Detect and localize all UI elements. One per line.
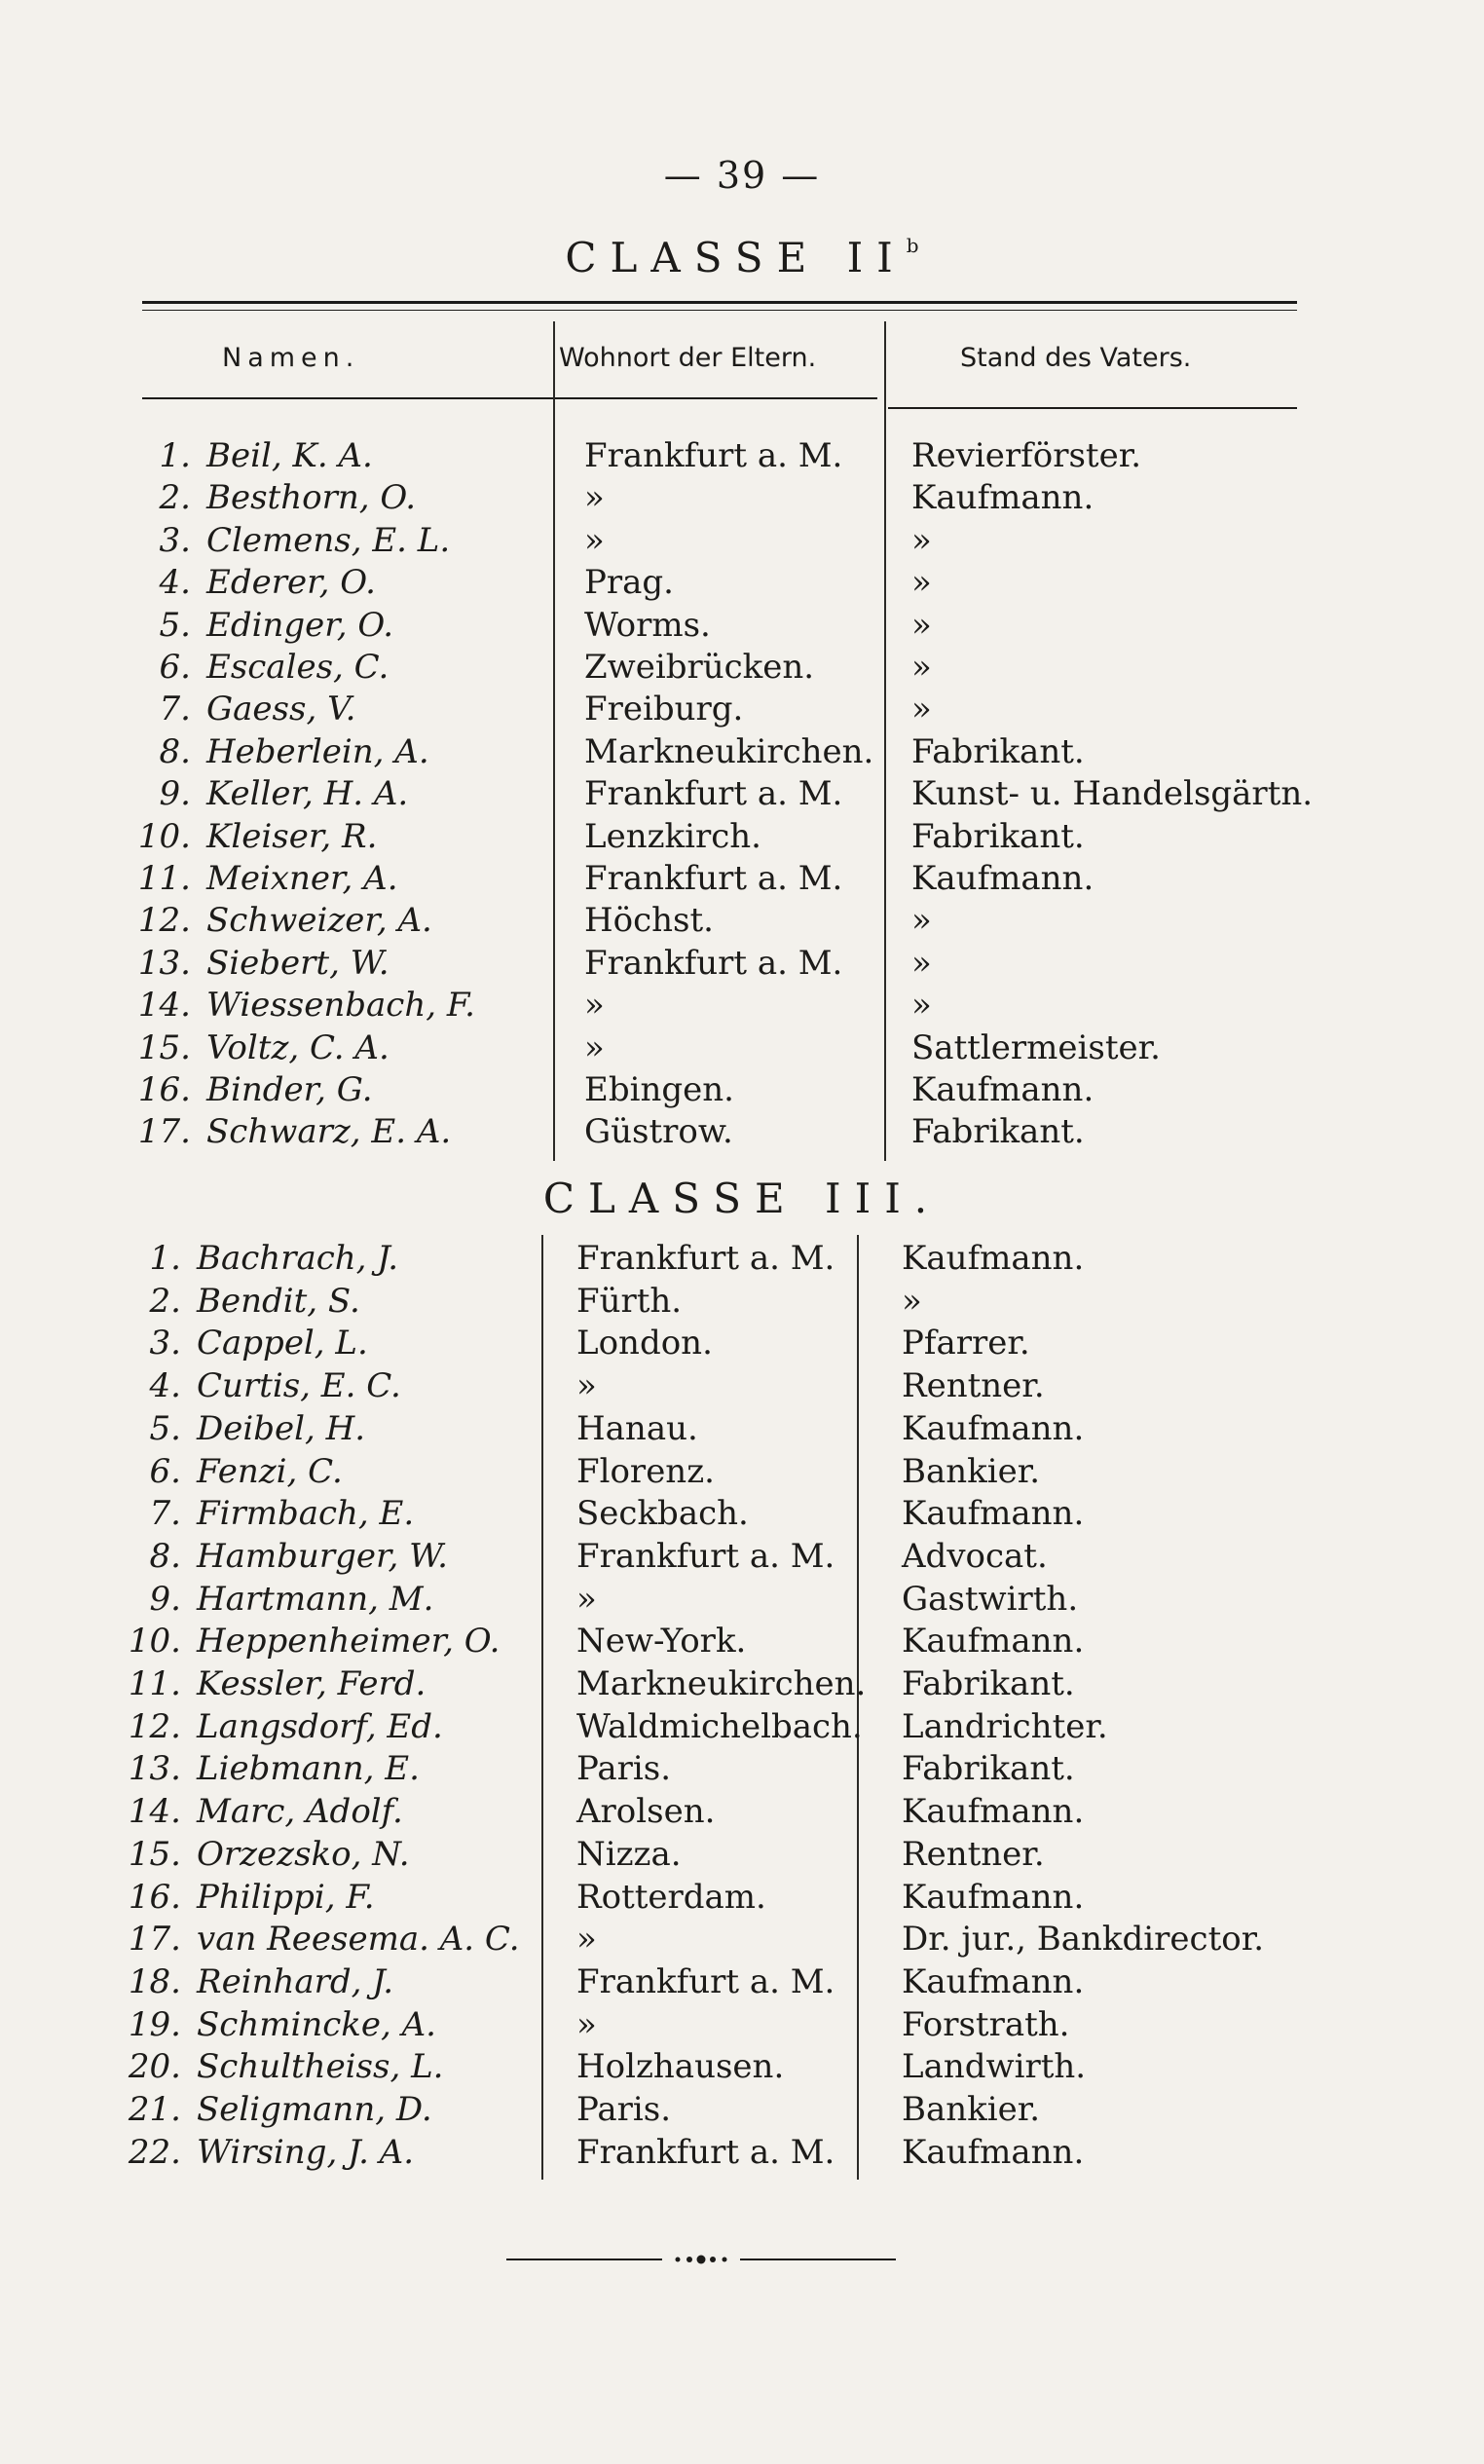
entry-name: Clemens, E. L. — [206, 520, 451, 560]
entry-row — [0, 1877, 1484, 1918]
entry-number: 18. — [128, 1961, 181, 2001]
entry-residence: Frankfurt a. M. — [576, 1536, 835, 1576]
entry-residence: Frankfurt a. M. — [576, 2132, 835, 2172]
entry-residence: Markneukirchen. — [576, 1664, 867, 1703]
entry-residence: Rotterdam. — [576, 1877, 766, 1917]
entry-residence: London. — [576, 1324, 713, 1363]
entry-number: 15. — [137, 1027, 191, 1067]
entry-name: Seligmann, D. — [197, 2090, 432, 2129]
entry-name: Edinger, O. — [206, 605, 394, 645]
entry-number: 7. — [159, 690, 191, 729]
class-2b-title-sup: b — [906, 234, 919, 257]
header-rule-left — [142, 397, 877, 399]
entry-residence: Waldmichelbach. — [576, 1706, 863, 1746]
entry-number: 9. — [149, 1579, 181, 1619]
entry-residence: Florenz. — [576, 1451, 715, 1491]
entry-residence: Freiburg. — [584, 690, 744, 729]
entry-occupation: Bankier. — [902, 2090, 1041, 2129]
entry-occupation: Bankier. — [902, 1451, 1041, 1491]
entry-occupation: Kaufmann. — [902, 1408, 1085, 1448]
entry-row — [0, 562, 1484, 603]
entry-residence: Güstrow. — [584, 1112, 733, 1152]
entry-number: 15. — [128, 1834, 181, 1874]
entry-row — [0, 731, 1484, 772]
entry-name: Wiessenbach, F. — [206, 986, 475, 1026]
entry-occupation: Kaufmann. — [911, 478, 1094, 518]
entry-occupation: Kaufmann. — [902, 1494, 1085, 1534]
header-name: Namen. — [222, 343, 360, 373]
entry-number: 8. — [159, 731, 191, 771]
entry-row — [0, 435, 1484, 476]
entry-number: 2. — [159, 478, 191, 518]
entry-number: 5. — [149, 1408, 181, 1448]
entry-occupation: Forstrath. — [902, 2004, 1070, 2044]
entry-occupation: » — [911, 520, 932, 560]
entry-number: 3. — [159, 520, 191, 560]
entry-row — [0, 1961, 1484, 2002]
entry-row — [0, 1027, 1484, 1068]
entry-name: Binder, G. — [206, 1070, 373, 1109]
entry-name: Escales, C. — [206, 648, 390, 687]
entry-row — [0, 900, 1484, 941]
entry-occupation: Kaufmann. — [902, 1622, 1085, 1661]
entry-name: Ederer, O. — [206, 563, 376, 603]
entry-row — [0, 605, 1484, 646]
entry-row — [0, 1536, 1484, 1577]
entry-occupation: Pfarrer. — [902, 1324, 1030, 1363]
entry-row — [0, 1069, 1484, 1110]
entry-name: Siebert, W. — [206, 943, 390, 983]
entry-row — [0, 2046, 1484, 2087]
entry-row — [0, 1621, 1484, 1661]
entry-row — [0, 858, 1484, 899]
entry-name: Heppenheimer, O. — [197, 1622, 501, 1661]
entry-name: Reinhard, J. — [197, 1961, 394, 2001]
entry-row — [0, 1663, 1484, 1704]
entry-name: Deibel, H. — [197, 1408, 366, 1448]
entry-residence: Fürth. — [576, 1281, 683, 1321]
entry-residence: » — [584, 520, 605, 560]
entry-name: Voltz, C. A. — [206, 1027, 390, 1067]
entry-name: Heberlein, A. — [206, 731, 429, 771]
entry-occupation: » — [911, 986, 932, 1026]
entry-residence: Paris. — [576, 2090, 672, 2129]
entry-number: 6. — [159, 648, 191, 687]
entry-number: 16. — [128, 1877, 181, 1917]
entry-number: 20. — [128, 2047, 181, 2087]
entry-name: Liebmann, E. — [197, 1749, 420, 1789]
entry-occupation: » — [911, 901, 932, 941]
entry-row — [0, 1706, 1484, 1747]
entry-occupation: Kaufmann. — [911, 1070, 1094, 1109]
entry-name: Bachrach, J. — [197, 1239, 399, 1278]
entry-residence: Höchst. — [584, 901, 714, 941]
entry-residence: Holzhausen. — [576, 2047, 785, 2087]
header-occupation: Stand des Vaters. — [960, 343, 1192, 373]
entry-residence: Ebingen. — [584, 1070, 734, 1109]
entry-name: Schwarz, E. A. — [206, 1112, 452, 1152]
entry-row — [0, 2004, 1484, 2045]
entry-residence: Worms. — [584, 605, 711, 645]
entry-number: 21. — [128, 2090, 181, 2129]
entry-occupation: Fabrikant. — [911, 1112, 1085, 1152]
entry-number: 1. — [159, 436, 191, 475]
entry-name: Wirsing, J. A. — [197, 2132, 415, 2172]
entry-number: 2. — [149, 1281, 181, 1321]
entry-occupation: » — [902, 1281, 922, 1321]
entry-occupation: » — [911, 648, 932, 687]
entry-name: Marc, Adolf. — [197, 1792, 403, 1832]
entry-number: 9. — [159, 774, 191, 814]
entry-name: Hartmann, M. — [197, 1579, 434, 1619]
entry-residence: Arolsen. — [576, 1792, 716, 1832]
entry-row — [0, 1365, 1484, 1406]
entry-name: Besthorn, O. — [206, 478, 417, 518]
entry-number: 13. — [137, 943, 191, 983]
entry-number: 11. — [128, 1664, 181, 1703]
entry-occupation: Landwirth. — [902, 2047, 1087, 2087]
entry-number: 3. — [149, 1324, 181, 1363]
entry-occupation: Kaufmann. — [902, 1961, 1085, 2001]
entry-name: Kleiser, R. — [206, 816, 378, 856]
entry-name: Schmincke, A. — [197, 2004, 436, 2044]
entry-residence: New-York. — [576, 1622, 747, 1661]
entry-row — [0, 773, 1484, 814]
entry-row — [0, 1238, 1484, 1279]
entry-number: 14. — [137, 986, 191, 1026]
entry-residence: » — [576, 2004, 597, 2044]
entry-residence: » — [584, 1027, 605, 1067]
class-2b-title — [0, 234, 1484, 281]
entry-number: 22. — [128, 2132, 181, 2172]
entry-occupation: Kaufmann. — [902, 1877, 1085, 1917]
entry-name: Beil, K. A. — [206, 436, 373, 475]
entry-name: Orzezsko, N. — [197, 1834, 410, 1874]
end-ornament — [506, 2254, 896, 2265]
entry-occupation: Sattlermeister. — [911, 1027, 1161, 1067]
entry-row — [0, 1323, 1484, 1363]
entry-occupation: Gastwirth. — [902, 1579, 1079, 1619]
page-number: — 39 — — [663, 154, 821, 197]
entry-residence: Frankfurt a. M. — [584, 943, 843, 983]
entry-residence: Paris. — [576, 1749, 672, 1789]
entry-row — [0, 1408, 1484, 1449]
entry-name: Keller, H. A. — [206, 774, 409, 814]
entry-occupation: Kunst- u. Handelsgärtn. — [911, 774, 1314, 814]
entry-row — [0, 1919, 1484, 1960]
entry-number: 19. — [128, 2004, 181, 2044]
entry-row — [0, 1791, 1484, 1832]
entry-residence: Frankfurt a. M. — [584, 436, 843, 475]
entry-residence: Frankfurt a. M. — [584, 859, 843, 898]
entry-row — [0, 1834, 1484, 1875]
top-rule-thick — [142, 301, 1297, 304]
entry-residence: Seckbach. — [576, 1494, 749, 1534]
entry-occupation: Rentner. — [902, 1366, 1045, 1406]
entry-residence: Frankfurt a. M. — [584, 774, 843, 814]
top-rule-thin — [142, 310, 1297, 311]
entry-row — [0, 689, 1484, 729]
entry-name: Kessler, Ferd. — [197, 1664, 427, 1703]
entry-residence: Frankfurt a. M. — [576, 1239, 835, 1278]
entry-number: 17. — [137, 1112, 191, 1152]
entry-occupation: » — [911, 605, 932, 645]
entry-occupation: Kaufmann. — [911, 859, 1094, 898]
entry-occupation: Revierförster. — [911, 436, 1142, 475]
entry-occupation: » — [911, 943, 932, 983]
class-3-title: CLASSE III. — [542, 1175, 942, 1222]
entry-occupation: Fabrikant. — [902, 1664, 1075, 1703]
entry-occupation: » — [911, 563, 932, 603]
entry-row — [0, 647, 1484, 688]
entry-number: 4. — [159, 563, 191, 603]
entry-number: 4. — [149, 1366, 181, 1406]
entry-name: Gaess, V. — [206, 690, 356, 729]
entry-number: 17. — [128, 1920, 181, 1960]
entry-number: 13. — [128, 1749, 181, 1789]
entry-name: Cappel, L. — [197, 1324, 368, 1363]
entry-name: Fenzi, C. — [197, 1451, 343, 1491]
entry-name: Meixner, A. — [206, 859, 398, 898]
entry-residence: » — [576, 1366, 597, 1406]
entry-row — [0, 816, 1484, 857]
entry-occupation: Dr. jur., Bankdirector. — [902, 1920, 1265, 1960]
entry-row — [0, 1579, 1484, 1620]
class-2b-title-text: CLASSE II — [565, 234, 907, 281]
entry-residence: Nizza. — [576, 1834, 682, 1874]
entry-row — [0, 520, 1484, 561]
entry-name: Schweizer, A. — [206, 901, 432, 941]
entry-name: Firmbach, E. — [197, 1494, 415, 1534]
entry-residence: Frankfurt a. M. — [576, 1961, 835, 2001]
entry-number: 5. — [159, 605, 191, 645]
entry-row — [0, 1111, 1484, 1152]
entry-number: 12. — [128, 1706, 181, 1746]
entry-name: van Reesema. A. C. — [197, 1920, 520, 1960]
entry-occupation: Kaufmann. — [902, 1239, 1085, 1278]
entry-name: Schultheiss, L. — [197, 2047, 444, 2087]
entry-number: 10. — [128, 1622, 181, 1661]
entry-name: Hamburger, W. — [197, 1536, 448, 1576]
entry-residence: Hanau. — [576, 1408, 698, 1448]
entry-residence: Lenzkirch. — [584, 816, 761, 856]
header-residence: Wohnort der Eltern. — [559, 343, 817, 373]
entry-row — [0, 2132, 1484, 2173]
entry-residence: » — [576, 1920, 597, 1960]
entry-occupation: » — [911, 690, 932, 729]
entry-row — [0, 477, 1484, 518]
entry-occupation: Advocat. — [902, 1536, 1048, 1576]
entry-row — [0, 2089, 1484, 2130]
entry-occupation: Fabrikant. — [911, 816, 1085, 856]
entry-number: 1. — [149, 1239, 181, 1278]
entry-occupation: Kaufmann. — [902, 2132, 1085, 2172]
entry-name: Philippi, F. — [197, 1877, 375, 1917]
entry-row — [0, 1748, 1484, 1789]
entry-number: 14. — [128, 1792, 181, 1832]
entry-residence: » — [576, 1579, 597, 1619]
entry-row — [0, 985, 1484, 1026]
entry-number: 16. — [137, 1070, 191, 1109]
entry-name: Langsdorf, Ed. — [197, 1706, 443, 1746]
entry-number: 6. — [149, 1451, 181, 1491]
header-rule-right — [888, 407, 1297, 409]
entry-name: Bendit, S. — [197, 1281, 360, 1321]
entry-occupation: Fabrikant. — [911, 731, 1085, 771]
entry-occupation: Rentner. — [902, 1834, 1045, 1874]
entry-row — [0, 1493, 1484, 1534]
entry-row — [0, 1451, 1484, 1492]
entry-residence: Zweibrücken. — [584, 648, 815, 687]
entry-occupation: Landrichter. — [902, 1706, 1108, 1746]
entry-occupation: Kaufmann. — [902, 1792, 1085, 1832]
entry-number: 8. — [149, 1536, 181, 1576]
entry-name: Curtis, E. C. — [197, 1366, 401, 1406]
entry-residence: Prag. — [584, 563, 674, 603]
entry-occupation: Fabrikant. — [902, 1749, 1075, 1789]
entry-number: 7. — [149, 1494, 181, 1534]
entry-row — [0, 943, 1484, 984]
entry-residence: » — [584, 478, 605, 518]
entry-number: 10. — [137, 816, 191, 856]
entry-number: 11. — [137, 859, 191, 898]
entry-number: 12. — [137, 901, 191, 941]
entry-row — [0, 1281, 1484, 1322]
entry-residence: Markneukirchen. — [584, 731, 874, 771]
entry-residence: » — [584, 986, 605, 1026]
